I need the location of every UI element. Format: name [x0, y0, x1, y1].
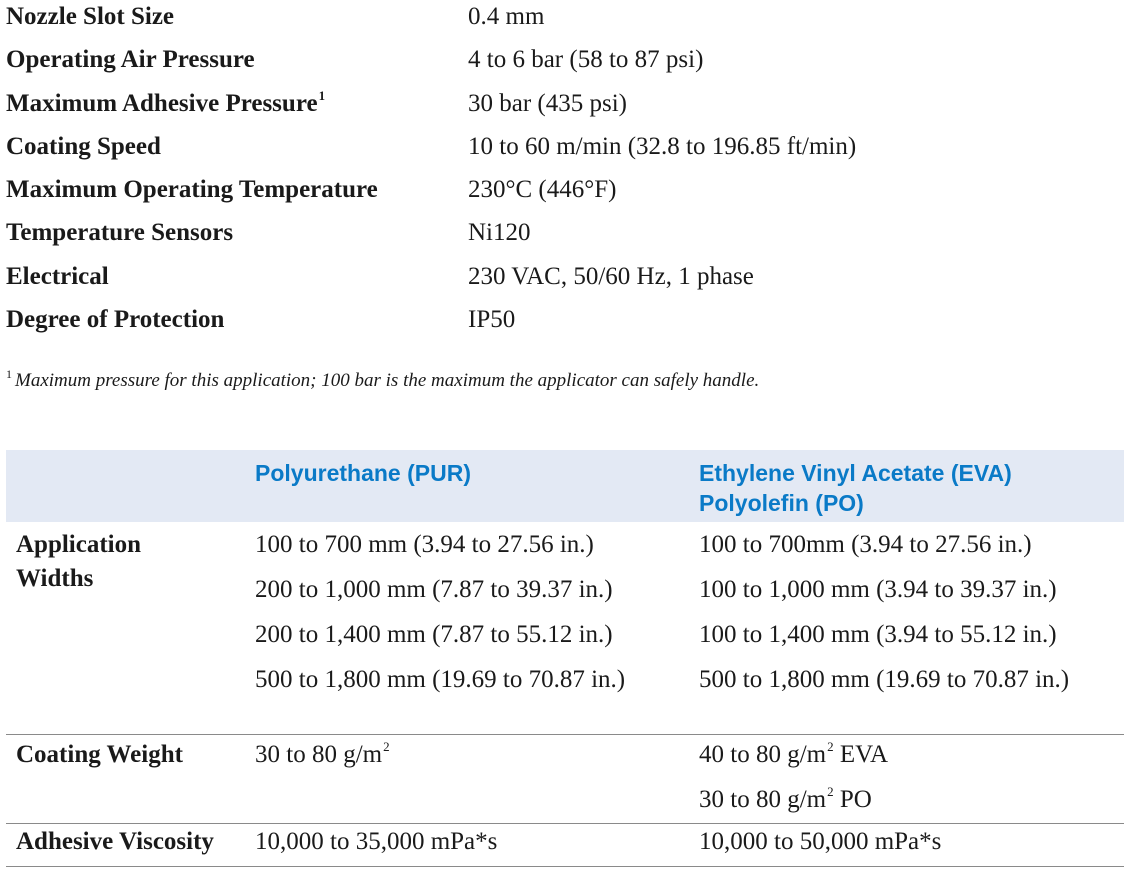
- spec-value: 10 to 60 m/min (32.8 to 196.85 ft/min): [468, 132, 857, 160]
- spec-label: Coating Speed: [6, 132, 161, 160]
- value-suffix: EVA: [833, 741, 889, 768]
- spec-value: 230 VAC, 50/60 Hz, 1 phase: [468, 262, 754, 290]
- superscript: 2: [383, 739, 390, 754]
- materials-table-header: [6, 450, 1124, 522]
- footnote: [6, 367, 760, 392]
- coating-weight-label: Coating Weight: [16, 741, 183, 768]
- adhesive-viscosity-label: Adhesive Viscosity: [16, 828, 214, 855]
- spec-value: IP50: [468, 306, 516, 334]
- spec-value: Ni120: [468, 219, 531, 247]
- footnote-reference: 1: [318, 87, 326, 103]
- header-pur: Polyurethane (PUR): [255, 460, 471, 486]
- materials-table: [6, 450, 1124, 878]
- spec-label: Temperature Sensors: [6, 219, 234, 247]
- value-text: 30 to 80 g/m: [255, 741, 383, 768]
- spec-value: 4 to 6 bar (58 to 87 psi): [468, 46, 704, 74]
- eva-width: 100 to 700mm (3.94 to 27.56 in.): [699, 531, 1032, 558]
- section-application-widths: [6, 522, 1124, 734]
- application-widths-label: [16, 528, 141, 596]
- spec-label-text: Maximum Adhesive Pressure: [6, 89, 318, 117]
- pur-width: 100 to 700 mm (3.94 to 27.56 in.): [255, 531, 594, 558]
- spec-row-coating-speed: [6, 130, 1116, 173]
- spec-value: 0.4 mm: [468, 3, 545, 30]
- footnote-mark: 1: [6, 367, 12, 381]
- header-eva-po: [699, 458, 1012, 518]
- pur-width: 200 to 1,000 mm (7.87 to 39.37 in.): [255, 576, 613, 603]
- spec-value: 230°C (446°F): [468, 176, 617, 204]
- label-line: Widths: [16, 565, 94, 592]
- spec-label: Operating Air Pressure: [6, 46, 255, 74]
- spec-label: Maximum Operating Temperature: [6, 176, 378, 204]
- section-adhesive-viscosity: [6, 828, 1124, 878]
- header-eva: Ethylene Vinyl Acetate (EVA): [699, 460, 1012, 486]
- spec-row-temperature-sensors: [6, 216, 1116, 259]
- eva-width: 500 to 1,800 mm (19.69 to 70.87 in.): [699, 666, 1070, 693]
- value-suffix: PO: [833, 786, 872, 813]
- spec-label: Degree of Protection: [6, 306, 225, 334]
- spec-label-with-footnote: [6, 87, 325, 124]
- spec-row-maximum-adhesive-pressure: [6, 87, 1116, 130]
- section-coating-weight: [6, 734, 1124, 834]
- eva-width: 100 to 1,400 mm (3.94 to 55.12 in.): [699, 621, 1057, 648]
- eva-viscosity: 10,000 to 50,000 mPa*s: [699, 828, 942, 855]
- pur-width: 200 to 1,400 mm (7.87 to 55.12 in.): [255, 621, 613, 648]
- spec-row-degree-of-protection: [6, 303, 1116, 346]
- po-coating-weight: [699, 783, 872, 820]
- pur-coating-weight: [255, 738, 390, 775]
- pur-viscosity: 10,000 to 35,000 mPa*s: [255, 828, 498, 855]
- spec-row-nozzle-slot-size: [6, 0, 1116, 43]
- spec-row-electrical: [6, 260, 1116, 303]
- spec-list: [6, 0, 1116, 346]
- label-line: Application: [16, 531, 142, 558]
- header-po: Polyolefin (PO): [699, 490, 864, 516]
- value-text: 40 to 80 g/m: [699, 741, 827, 768]
- eva-coating-weight: [699, 738, 888, 775]
- pur-width: 500 to 1,800 mm (19.69 to 70.87 in.): [255, 666, 626, 693]
- footnote-text: Maximum pressure for this application; 100 bar is the maximum the applicator can safely handle.: [15, 370, 760, 391]
- spec-label: Nozzle Slot Size: [6, 3, 175, 30]
- value-text: 30 to 80 g/m: [699, 786, 827, 813]
- eva-width: 100 to 1,000 mm (3.94 to 39.37 in.): [699, 576, 1057, 603]
- superscript: 2: [827, 784, 834, 799]
- spec-value: 30 bar (435 psi): [468, 89, 627, 117]
- spec-label: Electrical: [6, 262, 109, 290]
- table-bottom-rule: [6, 866, 1124, 867]
- table-divider: [6, 823, 1124, 824]
- superscript: 2: [827, 739, 834, 754]
- spec-row-maximum-operating-temperature: [6, 173, 1116, 216]
- spec-row-operating-air-pressure: [6, 43, 1116, 86]
